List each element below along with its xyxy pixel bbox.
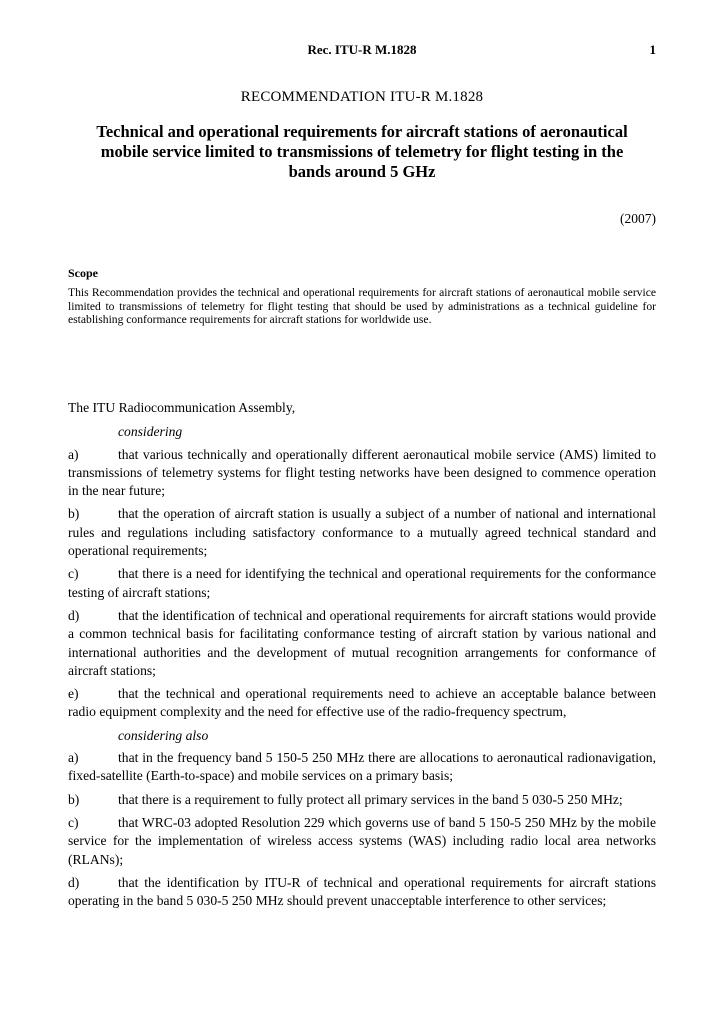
clause-paragraph [68,607,656,680]
clause-paragraph [68,874,656,911]
document-body [68,399,656,915]
clause-paragraph [68,791,656,809]
clause-label: a) [68,446,79,462]
clause-text: that in the frequency band 5 150-5 250 MHz there are allocations to aeronautical radionavigation, fixed-satellite (Earth-to-space) and mobile services on a primary basis; [68,750,656,784]
clause-label: c) [68,566,79,582]
considering-heading: considering [118,424,183,440]
considering-also-list [68,749,656,910]
clause-text: that WRC-03 adopted Resolution 229 which governs use of band 5 150-5 250 MHz by the mobile service for the implementation of wireless access systems (WAS) including radio local area networks (RLANs); [68,814,656,867]
document-title: Technical and operational requirements for aircraft stations of aeronautical mobile service limited to transmissions of telemetry for flight testing in the bands around 5 GHz [96,122,628,181]
considering-list [68,446,656,722]
clause-paragraph [68,685,656,722]
clause-text: that the operation of aircraft station is usually a subject of a number of national and international rules and regulations including satisfactory conformance to a mutually agreed technical standard and operational requirements; [68,506,656,559]
scope-text: This Recommendation provides the technical and operational requirements for aircraft stations of aeronautical mobile service limited to transmissions of telemetry for flight testing that should be used by administrations as a technical guideline for establishing conformance requirements for aircraft stations for worldwide use. [68,286,656,327]
clause-label: d) [68,607,80,623]
clause-paragraph [68,446,656,501]
clause-text: that there is a need for identifying the technical and operational requirements for the conformance testing of aircraft stations; [68,566,656,600]
scope-heading: Scope [68,266,98,280]
clause-label: e) [68,686,79,702]
year: (2007) [620,211,656,226]
clause-paragraph [68,749,656,786]
page-number: 1 [649,42,656,57]
clause-text: that there is a requirement to fully protect all primary services in the band 5 030-5 250 MHz; [118,791,623,807]
clause-label: a) [68,750,79,766]
clause-text: that the technical and operational requirements need to achieve an acceptable balance between radio equipment complexity and the need for effective use of the radio-frequency spectrum, [68,686,656,720]
clause-paragraph [68,814,656,869]
clause-paragraph [68,505,656,560]
clause-paragraph [68,565,656,602]
clause-label: d) [68,874,80,890]
clause-label: b) [68,791,80,807]
running-title: Rec. ITU-R M.1828 [307,42,417,57]
clause-text: that the identification of technical and operational requirements for aircraft stations would provide a common technical basis for facilitating conformance testing of aircraft station by various national and international authorities and the development of mutual recognition arrangements for conformance of aircraft stations; [68,607,656,678]
scope-section [68,266,656,327]
clause-text: that various technically and operationally different aeronautical mobile service (AMS) limited to transmissions of telemetry systems for flight testing networks have been designed to commence operation in the near future; [68,446,656,499]
recommendation-number: RECOMMENDATION ITU-R M.1828 [240,89,484,105]
assembly-line: The ITU Radiocommunication Assembly, [68,400,296,415]
clause-text: that the identification by ITU-R of technical and operational requirements for aircraft stations operating in the band 5 030-5 250 MHz should prevent unacceptable interference to other services; [68,874,656,909]
clause-label: c) [68,814,79,830]
clause-label: b) [68,506,80,522]
considering-also-heading: considering also [118,727,209,743]
